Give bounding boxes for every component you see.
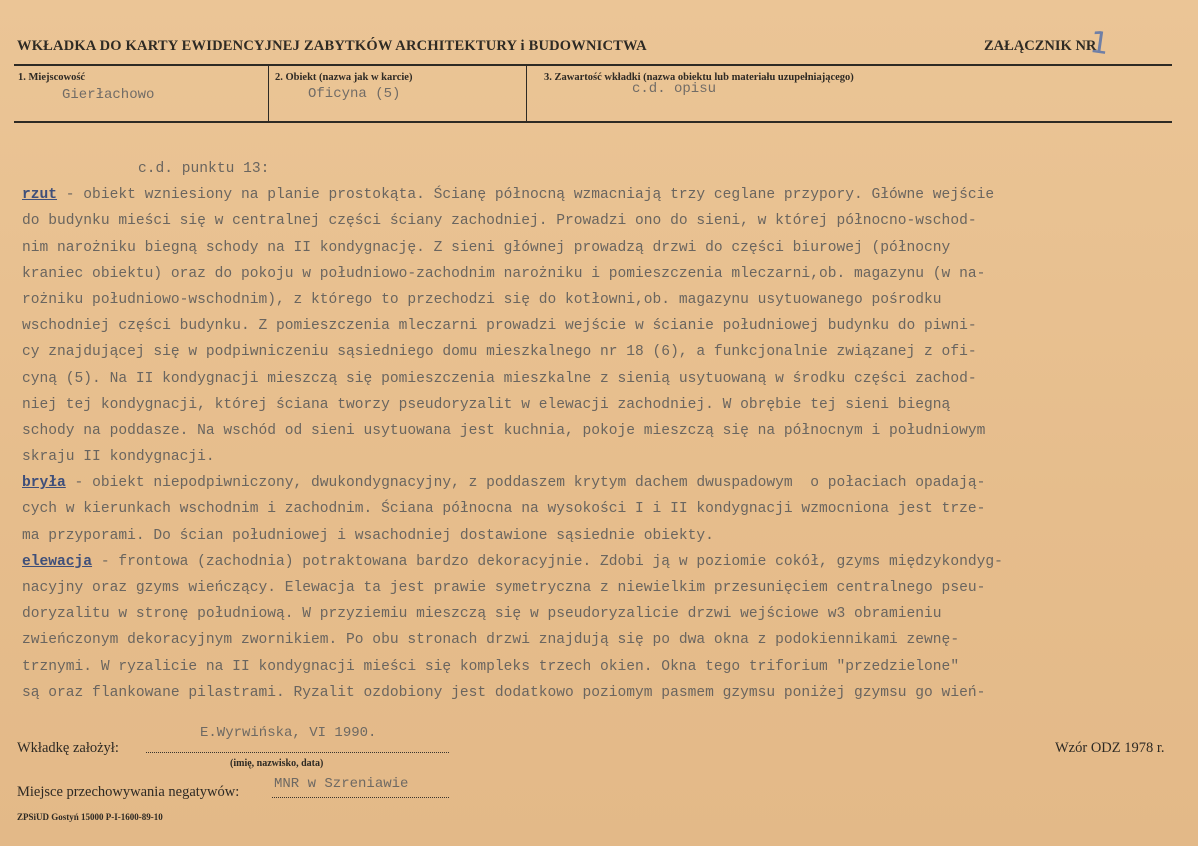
locality-label: 1. Miejscowość xyxy=(18,72,86,83)
author-label: Wkładkę założył: xyxy=(17,740,119,756)
text-line: ma przyporami. Do ścian południowej i wsachodniej dostawione sąsiednie obiekty. xyxy=(22,527,714,544)
header-rule-top xyxy=(14,64,1172,66)
text-line: nim narożniku biegną schody na II kondygnację. Z sieni głównej prowadzą drzwi do części biurowej (północny xyxy=(22,239,951,256)
header-rule-bottom xyxy=(14,121,1172,123)
text-line: nacyjny oraz gzyms wieńczący. Elewacja ta jest prawie symetryczna z niewielkim przesunięciem centralnego pseu- xyxy=(22,580,986,596)
object-label: 2. Obiekt (nazwa jak w karcie) xyxy=(275,72,413,83)
author-value: E.Wyrwińska, VI 1990. xyxy=(200,725,377,741)
text-line: skraju II kondygnacji. xyxy=(22,449,215,466)
line-text: - frontowa (zachodnia) potraktowana bardzo dekoracyjnie. Zdobi ją w poziomie cokół, gzyms międzykondyg- xyxy=(92,553,1003,570)
intro-line: c.d. punktu 13: xyxy=(138,161,270,177)
heading-rzut: rzut xyxy=(22,187,58,204)
content-label: 3. Zawartość wkładki (nazwa obiektu lub materiału uzupełniającego) xyxy=(544,72,854,83)
author-hint: (imię, nazwisko, data) xyxy=(230,758,324,769)
description-body xyxy=(22,156,1172,706)
line-text: - obiekt wzniesiony na planie prostokąta. Ścianę północną wzmacniają trzy ceglane przypory. Główne wejście xyxy=(57,187,995,204)
line-text: - obiekt niepodpiwniczony, dwukondygnacyjny, z poddaszem krytym dachem dwuspadowym o połaciach opadają- xyxy=(65,475,986,492)
text-line: zwieńczonym dekoracyjnym zwornikiem. Po obu stronach drzwi znajdują się po dwa okna z podokiennikami zewnę- xyxy=(22,632,960,649)
content-value: c.d. opisu xyxy=(632,81,717,97)
negatives-label: Miejsce przechowywania negatywów: xyxy=(17,784,240,800)
text-line: są oraz flankowane pilastrami. Ryzalit ozdobiony jest dodatkowo poziomym pasmem gzymsu poniżej gzymsu go wień- xyxy=(22,684,986,701)
annex-number: 1 xyxy=(1087,24,1112,63)
author-dotted-line xyxy=(146,752,449,753)
text-line: cyną (5). Na II kondygnacji mieszczą się pomieszczenia mieszkalne z sienią usytuowaną w środku części zachod- xyxy=(22,370,977,387)
heading-bryla: bryła xyxy=(22,475,66,492)
cell-divider-1 xyxy=(268,66,269,121)
locality-value: Gierłachowo xyxy=(62,87,155,103)
text-line xyxy=(22,549,1172,575)
card-title: WKŁADKA DO KARTY EWIDENCYJNEJ ZABYTKÓW ARCHITEKTURY i BUDOWNICTWA xyxy=(17,38,647,54)
printer-mark: ZPSiUD Gostyń 15000 P-I-1600-89-10 xyxy=(17,812,163,822)
text-line: doryzalitu w stronę południową. W przyziemiu mieszczą się w pseudoryzalicie drzwi wejściowe w3 obramieniu xyxy=(22,606,942,623)
cell-divider-2 xyxy=(526,66,527,121)
text-line: wschodniej części budynku. Z pomieszczenia mleczarni prowadzi wejście w ścianie południowej budynku do piwni- xyxy=(22,318,977,335)
annex-label: ZAŁĄCZNIK NR xyxy=(984,38,1097,54)
text-line: schody na poddasze. Na wschód od sieni usytuowana jest kuchnia, pokoje mieszczą się na północnym i południowym xyxy=(22,422,986,439)
negatives-value: MNR w Szreniawie xyxy=(274,776,409,792)
text-line: cy znajdującej się w podpiwniczeniu sąsiedniego domu mieszkalnego nr 18 (6), a funkcjonalnie związanej z ofi- xyxy=(22,344,977,361)
template-mark: Wzór ODZ 1978 r. xyxy=(1055,740,1165,756)
text-line: kraniec obiektu) oraz do pokoju w południowo-zachodnim narożniku i pomieszczenia mleczarni,ob. magazynu (w na- xyxy=(22,265,986,282)
text-line: cych w kierunkach wschodnim i zachodnim. Ściana północna na wysokości I i II kondygnacji wzmocniona jest trze- xyxy=(22,501,986,518)
text-line: rożniku południowo-wschodnim), z którego to przechodzi się do kotłowni,ob. magazynu usytuowanego pośrodku xyxy=(22,291,942,308)
heading-elewacja: elewacja xyxy=(22,553,93,570)
text-line: do budynku mieści się w centralnej części ściany zachodniej. Prowadzi ono do sieni, w której północno-wschod- xyxy=(22,213,977,230)
text-line xyxy=(22,470,1172,496)
text-line: trznymi. W ryzalicie na II kondygnacji mieści się kompleks trzech okien. Okna tego triforium "przedzielone" xyxy=(22,658,960,675)
text-line xyxy=(22,182,1172,208)
negatives-dotted-line xyxy=(272,797,449,798)
object-value: Oficyna (5) xyxy=(308,86,401,102)
text-line: niej tej kondygnacji, której ściana tworzy pseudoryzalit w elewacji zachodniej. W obrębie tej sieni biegną xyxy=(22,396,951,413)
